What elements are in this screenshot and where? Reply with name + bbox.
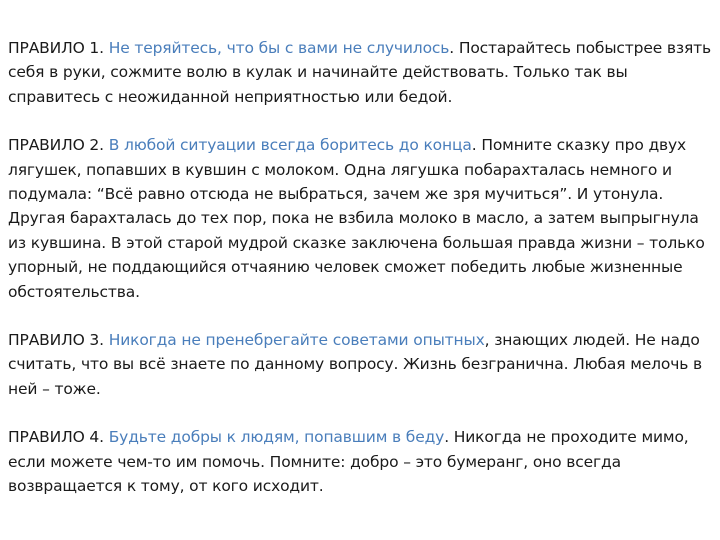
rule-1-label: ПРАВИЛО 1. (8, 39, 109, 57)
rule-3-paragraph (8, 328, 712, 401)
rule-3-text: , знающих людей. Не надо считать, что вы всё знаете по данному вопросу. Жизнь безгранична. Любая мелочь в ней – тоже. (8, 331, 703, 398)
rule-1-paragraph (8, 36, 712, 109)
rule-4-text: . Никогда не проходите мимо, если можете чем-то им помочь. Помните: добро – это бумеранг, оно всегда возвращается к тому, от кого исходит. (8, 428, 689, 496)
rule-1-text: . Постарайтесь побыстрее взять себя в руки, сожмите волю в кулак и начинайте действовать. Только так вы справитесь с неожиданной неприятностью или бедой. (8, 39, 712, 106)
rule-2-text: . Помните сказку про двух лягушек, попавших в кувшин с молоком. Одна лягушка побарахталась немного и подумала: “Всё равно отсюда не выбраться, зачем же зря мучиться”. И утонула. Другая барахталась до тех пор, пока не взбила молоко в масло, а затем выпрыгнула из кувшина. В этой старой мудрой сказке заключена большая правда жизни – только упорный, не поддающийся отчаянию человек сможет победить любые жизненные обстоятельства. (8, 136, 705, 301)
rule-2-highlight: В любой ситуации всегда боритесь до конца (108, 136, 472, 155)
rule-4-highlight: Будьте добры к людям, попавшим в беду (108, 428, 445, 447)
rule-3-label: ПРАВИЛО 3. (8, 331, 109, 350)
rule-2-paragraph (8, 133, 712, 304)
document-page (8, 36, 712, 523)
rule-4-label: ПРАВИЛО 4. (8, 428, 109, 447)
rule-2-label: ПРАВИЛО 2. (8, 136, 109, 155)
rule-1-highlight: Не теряйтесь, что бы с вами не случилось (108, 39, 450, 57)
rule-3-highlight: Никогда не пренебрегайте советами опытных (108, 331, 485, 350)
rule-4-paragraph (8, 425, 712, 498)
